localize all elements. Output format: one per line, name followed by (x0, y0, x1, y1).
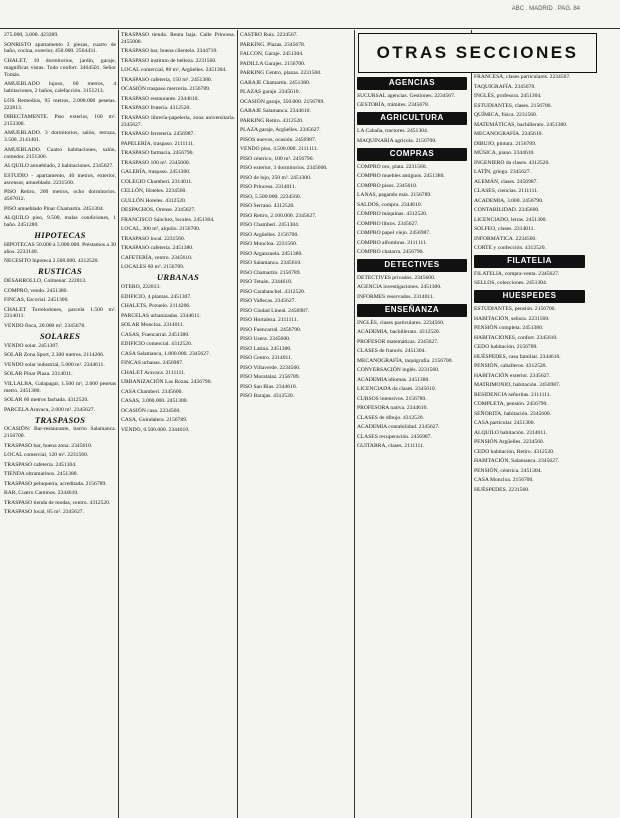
classified-ad: VENDO finca, 20.000 m². 2345678. (4, 322, 86, 329)
classified-ad: SOLAR Pinar Plaza. 2314011. (4, 371, 73, 378)
classified-ad: TRASPASO 100 m². 2345600. (121, 159, 191, 166)
classified-ad: SOLFEO, clases. 2314011. (474, 226, 535, 232)
classified-ad: INGLÉS, profesora. 2451304. (474, 93, 542, 99)
classified-ad: OCASIÓN casa. 2234560. (121, 407, 181, 414)
classified-ad: CLASES de dibujo. 4312520. (357, 414, 424, 421)
classified-ad: PISO Chamartín. 2156789. (240, 269, 301, 276)
classified-ad: COMPRO muebles antiguos. 2451380. (357, 173, 445, 180)
classified-ad: ACADEMIA idiomas. 2451380. (357, 376, 430, 383)
classified-ad: TAQUIGRAFÍA. 2345678. (474, 83, 536, 90)
classified-ad: PISO Vallecas. 2345627. (240, 298, 296, 304)
classified-ad: PLAZAS garaje. 2345610. (240, 89, 300, 95)
classified-ad: QUÍMICA, física. 2231560. (474, 112, 538, 118)
classified-ad: CASAS, Fuencarral. 2451380. (121, 331, 190, 338)
classified-ad: ACADEMIA, bachillerato. 4312520. (357, 329, 441, 336)
classified-ad: ESTUDIANTES, clases. 2156700. (474, 102, 552, 109)
classified-ad: CONVERSACIÓN inglés. 2231560. (357, 367, 440, 374)
classified-ad: PISO Moratalaz. 2156789. (240, 374, 300, 380)
classified-ad: PENSIÓN, caballeros. 4312520. (474, 363, 547, 370)
classified-ad: ALQUILO piso, 9.500, malas condiciones, 1 baño. 2451280. (4, 215, 116, 228)
classified-ad: COMPRO, vendo. 2451380. (4, 287, 68, 294)
classified-ad: CASA Salamanca, 1.800.000. 2345627. (121, 350, 211, 357)
classified-ad: CORTE y confección. 4312520. (474, 245, 546, 251)
classified-ad: FRANCISCO Sánchez, locales. 2451304. (121, 216, 215, 223)
classified-ad: TRASPASO cafetería. 2451380. (121, 245, 194, 252)
classified-ad: PISO Arganzuela. 2451380. (240, 250, 303, 257)
classified-ad: INFORMÁTICA. 2234560. (474, 235, 537, 242)
classified-ad: PISO de lujo, 250 m². 2451300. (240, 174, 312, 181)
classified-ad: GARAJE Salamanca. 2344610. (240, 108, 311, 114)
classified-ad: PISO Latina. 2451300. (240, 345, 292, 352)
classified-ad: CONTABILIDAD. 2345600. (474, 207, 540, 213)
classified-ad: CASA, Guindalera. 2156789. (121, 417, 188, 424)
classified-ad: HABITACIÓN, señora. 2231560. (474, 315, 550, 322)
classified-ad: ESTUDIANTES, pensión. 2156700. (474, 306, 556, 313)
section-label: COMPRAS (357, 148, 467, 161)
classified-ad: OCASIÓN garaje, 350.000. 2156789. (240, 98, 325, 105)
section-heading: RUSTICAS (38, 266, 82, 277)
classified-ad: ACADEMIA contabilidad. 2345627. (357, 424, 440, 431)
classified-ad: PISO Tetuán. 2344610. (240, 279, 293, 285)
classified-ad: CURSOS intensivos. 2156789. (357, 395, 427, 402)
classified-ad: TRASPASO cafetería, 150 m². 2451380. (121, 76, 213, 83)
classified-ad: CAFETERÍA, centro. 2345610. (121, 254, 193, 261)
classified-ad: FINCAS, Escorial. 2451300. (4, 297, 69, 303)
classified-ad: CHALET Torrelodones, parcela 1.500 m². 2314011. (4, 306, 116, 320)
classified-ad: CASAS, 3.000.000. 2451300. (121, 398, 188, 405)
classified-ad: PENSIÓN, céntrica. 2451304. (474, 467, 542, 474)
classified-ad: LA Cabaña, tractores. 2451304. (357, 128, 429, 135)
classified-ad: PISO Fuencarral. 2456790. (240, 326, 302, 333)
classified-ad: TRASPASO local. 2231560. (121, 235, 186, 242)
column-4 (357, 32, 469, 818)
classified-ad: GUITARRA, clases. 2111111. (357, 443, 425, 450)
classified-ad: INGLÉS, clases particulares. 2234560. (357, 319, 445, 326)
classified-ad: COMPRO oro, plata. 2231560. (357, 163, 427, 170)
classified-ad: PISO Barajas. 4312520. (240, 393, 295, 399)
classified-ad: COMPRO alfombras. 2111111. (357, 239, 428, 246)
top-rule (0, 28, 620, 29)
classified-ad: VENDO solar. 2451307. (4, 342, 60, 349)
classified-ad: SOLAR Zona Sport, 2.300 metros. 2114206. (4, 352, 105, 359)
classified-ad: TRASPASO cafetería. 2451304. (4, 461, 77, 468)
column-3 (240, 32, 352, 818)
section-label: DETECTIVES (357, 259, 467, 272)
classified-ad: PISO Serrano. 4312520. (240, 203, 295, 209)
section-heading: HIPOTECAS (34, 229, 86, 240)
classified-ad: SALDOS, compra. 2344610. (357, 201, 423, 208)
classified-ad: AMUEBLADO. 3 dormitorios, salón, terraza, 3.500. 2141401. (4, 130, 116, 144)
section-label: AGRICULTURA (357, 112, 467, 125)
classified-ad: PISO Ciudad Lineal. 2456987. (240, 307, 310, 314)
classified-ad: PISO céntrico, 100 m². 2456790. (240, 155, 314, 162)
section-label: HUESPEDES (474, 290, 585, 303)
classified-ad: PARKING Retiro. 4312520. (240, 117, 304, 124)
classified-ad: LICENCIADO, letras. 2451300. (474, 216, 547, 223)
classified-ad: BAR, Cuatro Caminos. 2344610. (4, 490, 79, 497)
classified-ad: COMPRO libros. 2345627. (357, 220, 419, 227)
classified-ad: CHALET Aravaca. 2111111. (121, 369, 186, 376)
classified-ad: PARCELAS urbanizadas. 2344611. (121, 312, 201, 319)
classified-ad: TRASPASO librería-papelería, zona universitaria. 2345627. (121, 114, 235, 128)
classified-ad: ALQUILO amueblado, 2 habitaciones. 2345627. (4, 163, 114, 170)
classified-ad: PISO Retiro, 200 metros, ocho dormitorios. 4567012. (4, 189, 116, 203)
secciones-list (357, 77, 469, 450)
classified-ad: PARKING Centro, plazas. 2231560. (240, 70, 322, 76)
classified-ad: COMPRO máquinas. 4312520. (357, 211, 428, 218)
classified-ad: DETECTIVES privados. 2345600. (357, 274, 436, 281)
classified-ad: ALEMÁN, clases. 2456987. (474, 178, 538, 185)
classified-ad: PISO San Blas. 2344610. (240, 383, 298, 390)
classified-ad: GULLÓN Hoteles. 4312520. (121, 197, 187, 204)
header-title: OTRAS SECCIONES (376, 43, 579, 62)
classified-ad: PARKING. Plazas. 2345678. (240, 41, 306, 48)
classified-ad: VENDO, 6.500.000. 2344610. (121, 426, 190, 433)
classified-ad: PROFESORA nativa. 2344610. (357, 405, 428, 412)
classified-ad: COMPRO papel viejo. 2456987. (357, 230, 431, 237)
classified-ad: CASA Chamberí. 2345600. (121, 388, 183, 395)
classified-ad: TRASPASO farmacia. 2456790. (121, 150, 194, 157)
classified-ad: GARAJE Chamartín. 2451380. (240, 79, 311, 86)
classified-ad: PISO Hortaleza. 2111111. (240, 317, 298, 323)
column-rule (118, 30, 119, 818)
classified-ad: PISO Centro. 2314011. (240, 355, 293, 361)
classified-ad: NECESITO hipoteca 2.500.000. 4312520. (4, 258, 99, 265)
classified-ad: PISO amueblado Pinar Chamartín. 2451304. (4, 205, 105, 212)
column-5 (474, 74, 587, 818)
classified-ad: CELLÓN, Hoteles. 2234560. (121, 188, 187, 195)
classified-ad: PARCELA Aravaca, 2.000 m². 2345627. (4, 406, 95, 413)
classified-ad: HABITACIÓN, Salamanca. 2345627. (474, 458, 560, 465)
running-head: ABC . MADRID . PAG. 84 (511, 6, 580, 12)
otras-secciones-header (358, 33, 597, 73)
classified-ad: MECANOGRAFÍA, taquigrafía. 2156700. (357, 357, 453, 364)
classified-ad: SEÑORITA, habitación. 2345600. (474, 410, 552, 417)
classified-ad: LANAS, pagando más. 2156789. (357, 192, 432, 199)
classified-ad: MATEMÁTICAS, bachillerato. 2451380. (474, 121, 568, 128)
classified-ad: PISO Salamanca. 2345610. (240, 260, 302, 266)
classified-ad: CASA particular. 2451300. (474, 420, 535, 427)
classified-ad: LICENCIADA da clases. 2345610. (357, 386, 437, 393)
classified-ad: PENSIÓN completa. 2451380. (474, 325, 544, 332)
column-rule (354, 30, 355, 818)
classified-ad: PISO Chamberí. 2451304. (240, 222, 300, 228)
classified-ad: LOCALES 60 m². 2156789. (121, 264, 185, 271)
classified-ad: DIBUJO, pintura. 2156789. (474, 140, 537, 147)
classified-ad: MAQUINARIA agrícola. 2156700. (357, 137, 437, 144)
classified-ad: TRASPASO bar, buena zona. 2345610. (4, 442, 93, 449)
classified-ad: MÚSICA, piano. 2344610. (474, 150, 535, 156)
classified-ad: RESIDENCIA señoritas. 2111111. (474, 391, 551, 398)
classified-ad: PISOS nuevos, ocasión. 2456987. (240, 136, 317, 143)
classified-ad: OCASIÓN: Bar-restaurante, barrio Salamanca. 2156700. (4, 426, 116, 440)
classified-ad: PLAZA garaje, Argüelles. 2345627. (240, 127, 321, 133)
classified-ad: HUÉSPEDES, casa familiar. 2344610. (474, 353, 561, 360)
classified-ad: TRASPASO ferretería. 2456987. (121, 131, 195, 138)
classified-ad: CLASES, ciencias. 2111111. (474, 188, 539, 194)
classified-ad: PISO exterior, 3 dormitorios. 2345600. (240, 165, 328, 171)
classified-ad: PROFESOR matemáticas. 2345627. (357, 338, 439, 345)
classified-ad: EDIFICIO, 4 plantas. 2451307. (121, 293, 192, 300)
classified-ad: TRASPASO local, 85 m². 2345627. (4, 509, 84, 516)
classified-ad: HIPOTECAS 50.000 a 5.000.000. Préstamos a 30 años. 2233148. (4, 241, 116, 255)
classified-ad: PISO, 5.500.000. 2234560. (240, 193, 302, 200)
classified-ad: LOS Remedios, 95 metros, 2.000.000 pesetas. 222813. (4, 97, 116, 111)
classified-ad: PISO Moncloa. 2231560. (240, 241, 298, 247)
column-1 (4, 32, 116, 818)
classified-ad: VENDO piso, 4.500.000. 2111111. (240, 146, 319, 152)
classified-ad: GALERÍA, traspaso. 2451300. (121, 169, 191, 176)
classified-ad: CASA Moncloa. 2156700. (474, 477, 534, 484)
classified-ad: 275.000, 3.000. 423389. (4, 32, 59, 38)
classified-ad: PISO Retiro, 2.100.000. 2345627. (240, 212, 317, 219)
section-heading: URBANAS (156, 272, 200, 283)
classified-ad: LATÍN, griego. 2345627. (474, 169, 532, 175)
classified-ad: SELLOS, colecciones. 2451304. (474, 280, 548, 287)
classified-ad: FALCON, Garaje. 2451304. (240, 51, 304, 57)
classified-ad: TIENDA ultramarinos. 2451380. (4, 471, 78, 478)
classified-ad: FINCAS urbanas. 2456987. (121, 360, 184, 367)
classified-ad: CASTRO Ruiz. 2234567. (240, 32, 298, 38)
classified-ad: SOLAR Moncloa. 2314011. (121, 322, 185, 329)
classified-ad: HUÉSPEDES. 2231560. (474, 486, 530, 493)
classified-ad: TRASPASO bar, buena clientela. 2344710. (121, 48, 218, 55)
classified-ad: LOCAL comercial, 80 m², Argüelles. 2451304. (121, 67, 227, 74)
classified-ad: AGENCIA investigaciones. 2451300. (357, 284, 442, 291)
classified-ad: HABITACIONES, confort. 2345610. (474, 334, 558, 341)
classified-ad: AMUEBLADO lujoso, 60 metros, 4 habitaciones, 2 baños, calefacción. 3151213. (4, 81, 116, 95)
classified-ad: PISO Princesa. 2314011. (240, 184, 297, 190)
classified-ad: EDIFICIO comercial. 4312520. (121, 341, 193, 348)
classified-ad: CHALETS, Pozuelo. 2114206. (121, 303, 191, 310)
classified-ad: COMPRO chatarra. 2456790. (357, 249, 424, 256)
classified-ad: PISO Argüelles. 2156700. (240, 231, 299, 238)
classified-ad: COMPRO pisos. 2345610. (357, 182, 418, 189)
classified-ad: TRASPASO instituto de belleza. 2231560. (121, 57, 217, 64)
classified-ad: MECANOGRAFÍA. 2345610. (474, 131, 543, 137)
section-label: AGENCIAS (357, 77, 467, 90)
classified-ad: CEDO habitación. 2156789. (474, 344, 538, 351)
classified-ad: PENSIÓN Argüelles. 2234560. (474, 439, 545, 446)
classified-ad: SUCURSAL agencias. Gestiones. 2234567. (357, 92, 456, 99)
column-rule (471, 30, 472, 818)
classified-ad: TRASPASO frutería. 4312520. (121, 105, 191, 112)
classified-ad: TRASPASO restaurante. 2344610. (121, 95, 199, 102)
classified-ad: HABITACIÓN exterior. 2345627. (474, 372, 551, 379)
classified-ad: GESTORÍA, trámites. 2345678. (357, 102, 430, 109)
column-2 (121, 32, 235, 818)
section-label: ENSEÑANZA (357, 304, 467, 317)
classified-ad: ALQUILO habitación. 2314011. (474, 429, 548, 436)
classified-ad: FILATELIA, compra-venta. 2345627. (474, 270, 560, 277)
classified-ad: AMUEBLADO. Cuatro habitaciones, salón, comedor. 2151306. (4, 146, 116, 160)
classified-ad: PADILLA Garajes. 2156700. (240, 60, 306, 67)
classified-ad: CHALET, 10 dormitorios, jardín, garaje, magníficas vistas. Todo confort. 3464501. Señor Tomás. (4, 57, 116, 78)
classified-ad: INGENIERO da clases. 4312520. (474, 159, 550, 166)
classified-ad: LOCAL, 300 m², alquilo. 2156700. (121, 226, 201, 233)
classified-ad: ESTUDIO - apartamento, 40 metros, exterior, ascensor, amueblado. 2231560. (4, 172, 116, 186)
classified-ad: DIRECTAMENTE. Piso exterior, 160 m². 2153306. (4, 114, 116, 127)
classified-ad: MATRIMONIO, habitación. 2456987. (474, 382, 561, 389)
classified-ad: PISO Carabanchel. 4312520. (240, 288, 306, 295)
section-heading: TRASPASOS (34, 414, 86, 425)
section-label: FILATELIA (474, 255, 585, 268)
section-heading: SOLARES (39, 330, 81, 341)
classified-ad: SOLAR 60 metros fachada. 4312520. (4, 397, 89, 404)
classified-ad: TRASPASO peluquería, acreditada. 2156789. (4, 480, 107, 487)
classified-ad: COLEGIO Chamberí. 2314011. (121, 178, 193, 185)
classified-ad: CEDO habitación, Retiro. 4312520. (474, 448, 555, 455)
classified-ad: ACADEMIA, 3.000. 2456790. (474, 197, 544, 204)
classified-ad: COMPLETA, pensión. 2456790. (474, 401, 548, 408)
classified-ad: SONRISTO apartamento 2 piezas, cuarto de baño, cocina, exterior, 450.000. 2564431. (4, 41, 116, 55)
classified-ad: OTERO, 222813. (121, 284, 161, 291)
classified-ad: PISO Usera. 2345600. (240, 336, 291, 342)
classified-ad: CLASES de francés. 2451304. (357, 348, 426, 355)
classified-ad: TRASPASO tienda. Renta baja. Calle Princesa. 2455000. (121, 32, 235, 45)
classified-ad: PAPELERÍA, traspaso. 2111111. (121, 140, 195, 147)
classified-ad: VILLALBA, Galapagar, 1.500 m², 2.000 pesetas metro. 2451380. (4, 380, 116, 394)
classified-ad: CLASES recuperación. 2456987. (357, 433, 432, 440)
classified-ad: FRANCESA, clases particulares. 2234567. (474, 74, 571, 80)
classified-ad: URBANIZACIÓN Las Rozas. 2456790. (121, 379, 212, 386)
classified-ad: VENDO solar industrial, 5.000 m². 2344611. (4, 361, 105, 368)
column-rule (237, 30, 238, 818)
classified-ad: INFORMES reservados. 2314011. (357, 293, 435, 300)
classified-ad: DESARROLLO, Colmenar. 222813. (4, 278, 87, 284)
classified-ad: DESPACHOS, Orense. 2345627. (121, 207, 196, 214)
classified-ad: TRASPASO tienda de modas, centro. 4312520. (4, 499, 111, 506)
classified-ad: PISO Villaverde. 2234560. (240, 364, 301, 371)
classified-ad: OCASIÓN traspaso mercería. 2156789. (121, 86, 211, 93)
classified-ad: LOCAL comercial, 120 m². 2231560. (4, 452, 89, 459)
